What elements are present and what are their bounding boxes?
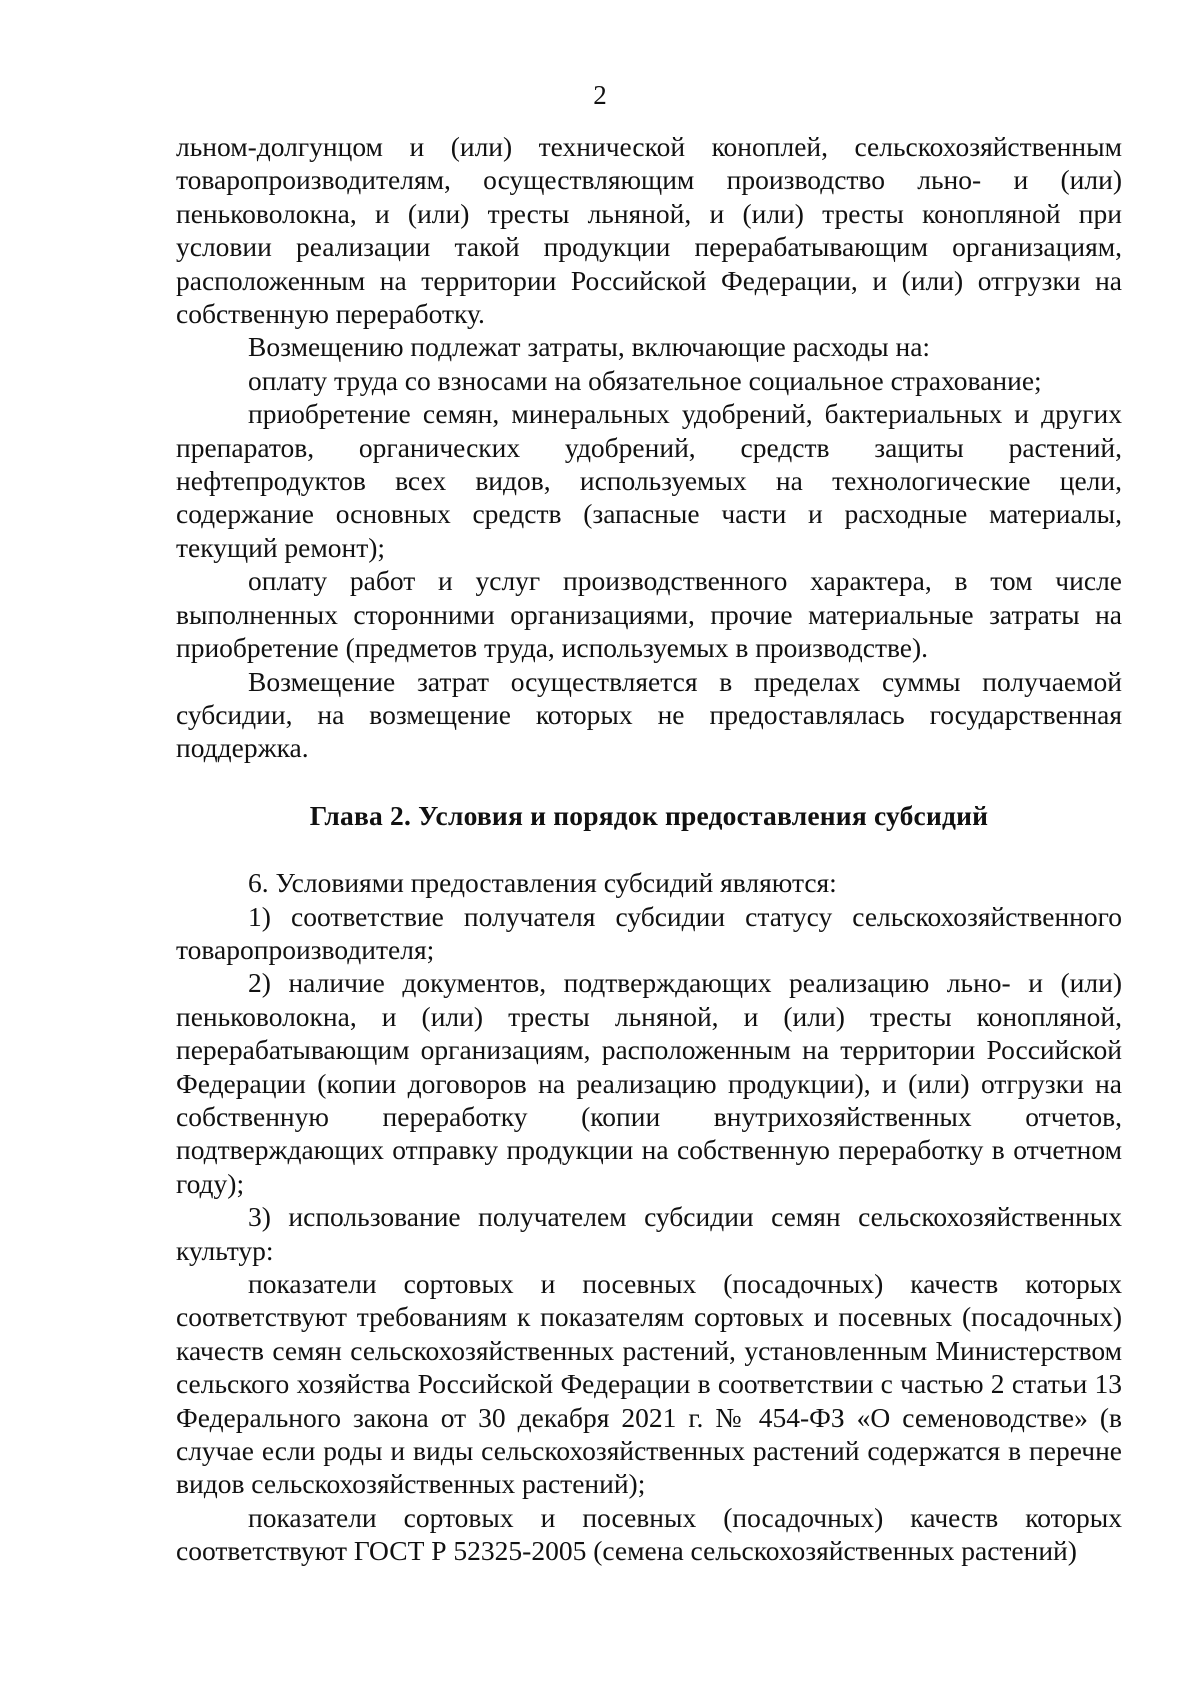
paragraph-conditions-intro: 6. Условиями предоставления субсидий являются: <box>248 867 837 899</box>
paragraph-seed-quality-ministry: показатели сортовых и посевных (посадочных) качеств которых соответствуют требованиям к показателям сортовых и посевных (посадочных) качеств семян сельскохозяйственных растений, установленным Министерством сельского хозяйства Российской Федерации в соответствии с частью 2 статьи 13 Федерального закона от 30 декабря 2021 г. № 454-ФЗ «О семеноводстве» (в случае если роды и виды сельскохозяйственных растений содержатся в перечне видов сельскохозяйственных растений); <box>176 1268 1122 1500</box>
document-body <box>176 130 1122 1568</box>
paragraph-seed-purchase: приобретение семян, минеральных удобрений, бактериальных и других препаратов, органических удобрений, средств защиты растений, нефтепродуктов всех видов, используемых на технологические цели, содержание основных средств (запасные части и расходные материалы, текущий ремонт); <box>176 398 1122 563</box>
paragraph-continuation: льном-долгунцом и (или) технической коноплей, сельскохозяйственным товаропроизводителям, осуществляющим производство льно- и (или) пеньковолокна, и (или) тресты льняной, и (или) тресты конопляной при условии реализации такой продукции перерабатывающим организациям, расположенным на территории Российской Федерации, и (или) отгрузки на собственную переработку. <box>176 131 1122 330</box>
paragraph-condition-2: 2) наличие документов, подтверждающих реализацию льно- и (или) пеньковолокна, и (или) тресты льняной, и (или) тресты конопляной, перерабатывающим организациям, расположенным на территории Российской Федерации (копии договоров на реализацию продукции), и (или) отгрузки на собственную переработку (копии внутрихозяйственных отчетов, подтверждающих отправку продукции на собственную переработку в отчетном году); <box>176 967 1122 1199</box>
page-number: 2 <box>593 80 607 110</box>
paragraph-labor-costs: оплату труда со взносами на обязательное социальное страхование; <box>248 364 1042 396</box>
paragraph-reimbursement-limit: Возмещение затрат осуществляется в пределах суммы получаемой субсидии, на возмещение которых не предоставлялась государственная поддержка. <box>176 665 1122 764</box>
paragraph-condition-1: 1) соответствие получателя субсидии статусу сельскохозяйственного товаропроизводителя; <box>176 900 1122 965</box>
paragraph-reimbursable-costs: Возмещению подлежат затраты, включающие расходы на: <box>248 331 931 363</box>
paragraph-seed-quality-gost: показатели сортовых и посевных (посадочных) качеств которых соответствуют ГОСТ Р 52325-2005 (семена сельскохозяйственных растений) <box>176 1501 1122 1567</box>
chapter-heading: Глава 2. Условия и порядок предоставления субсидий <box>309 799 989 831</box>
paragraph-services: оплату работ и услуг производственного характера, в том числе выполненных сторонними организациями, прочие материальные затраты на приобретение (предметов труда, используемых в производстве). <box>176 565 1122 664</box>
paragraph-condition-3: 3) использование получателем субсидии семян сельскохозяйственных культур: <box>176 1201 1122 1266</box>
